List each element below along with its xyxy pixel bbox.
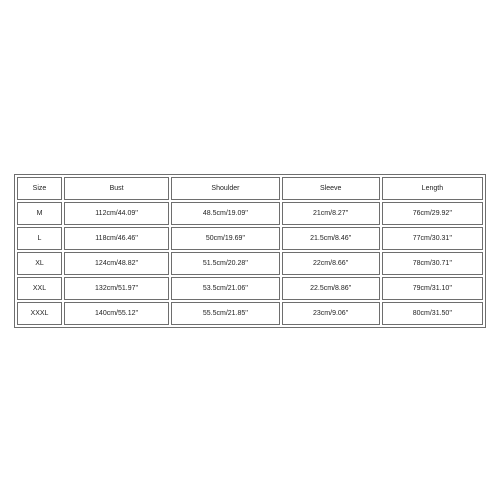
cell-shoulder: 55.5cm/21.85'' — [171, 302, 279, 325]
cell-sleeve: 21.5cm/8.46'' — [282, 227, 380, 250]
size-chart-table — [14, 174, 486, 328]
table-row — [17, 277, 483, 300]
cell-length: 78cm/30.71'' — [382, 252, 483, 275]
header-size: Size — [17, 177, 62, 200]
cell-bust: 132cm/51.97'' — [64, 277, 169, 300]
cell-length: 79cm/31.10'' — [382, 277, 483, 300]
header-shoulder: Shoulder — [171, 177, 279, 200]
cell-sleeve: 22.5cm/8.86'' — [282, 277, 380, 300]
cell-shoulder: 48.5cm/19.09'' — [171, 202, 279, 225]
cell-shoulder: 53.5cm/21.06'' — [171, 277, 279, 300]
cell-bust: 140cm/55.12'' — [64, 302, 169, 325]
cell-length: 76cm/29.92'' — [382, 202, 483, 225]
table-row — [17, 227, 483, 250]
cell-bust: 124cm/48.82'' — [64, 252, 169, 275]
cell-sleeve: 23cm/9.06'' — [282, 302, 380, 325]
cell-size: M — [17, 202, 62, 225]
cell-length: 77cm/30.31'' — [382, 227, 483, 250]
cell-size: L — [17, 227, 62, 250]
cell-sleeve: 21cm/8.27'' — [282, 202, 380, 225]
header-length: Length — [382, 177, 483, 200]
size-chart-header — [17, 177, 483, 200]
cell-size: XXXL — [17, 302, 62, 325]
header-row — [17, 177, 483, 200]
cell-bust: 118cm/46.46'' — [64, 227, 169, 250]
cell-shoulder: 50cm/19.69'' — [171, 227, 279, 250]
cell-bust: 112cm/44.09'' — [64, 202, 169, 225]
cell-sleeve: 22cm/8.66'' — [282, 252, 380, 275]
size-chart-body — [17, 202, 483, 325]
header-sleeve: Sleeve — [282, 177, 380, 200]
table-row — [17, 252, 483, 275]
table-row — [17, 302, 483, 325]
cell-size: XL — [17, 252, 62, 275]
header-bust: Bust — [64, 177, 169, 200]
cell-shoulder: 51.5cm/20.28'' — [171, 252, 279, 275]
cell-length: 80cm/31.50'' — [382, 302, 483, 325]
cell-size: XXL — [17, 277, 62, 300]
table-row — [17, 202, 483, 225]
